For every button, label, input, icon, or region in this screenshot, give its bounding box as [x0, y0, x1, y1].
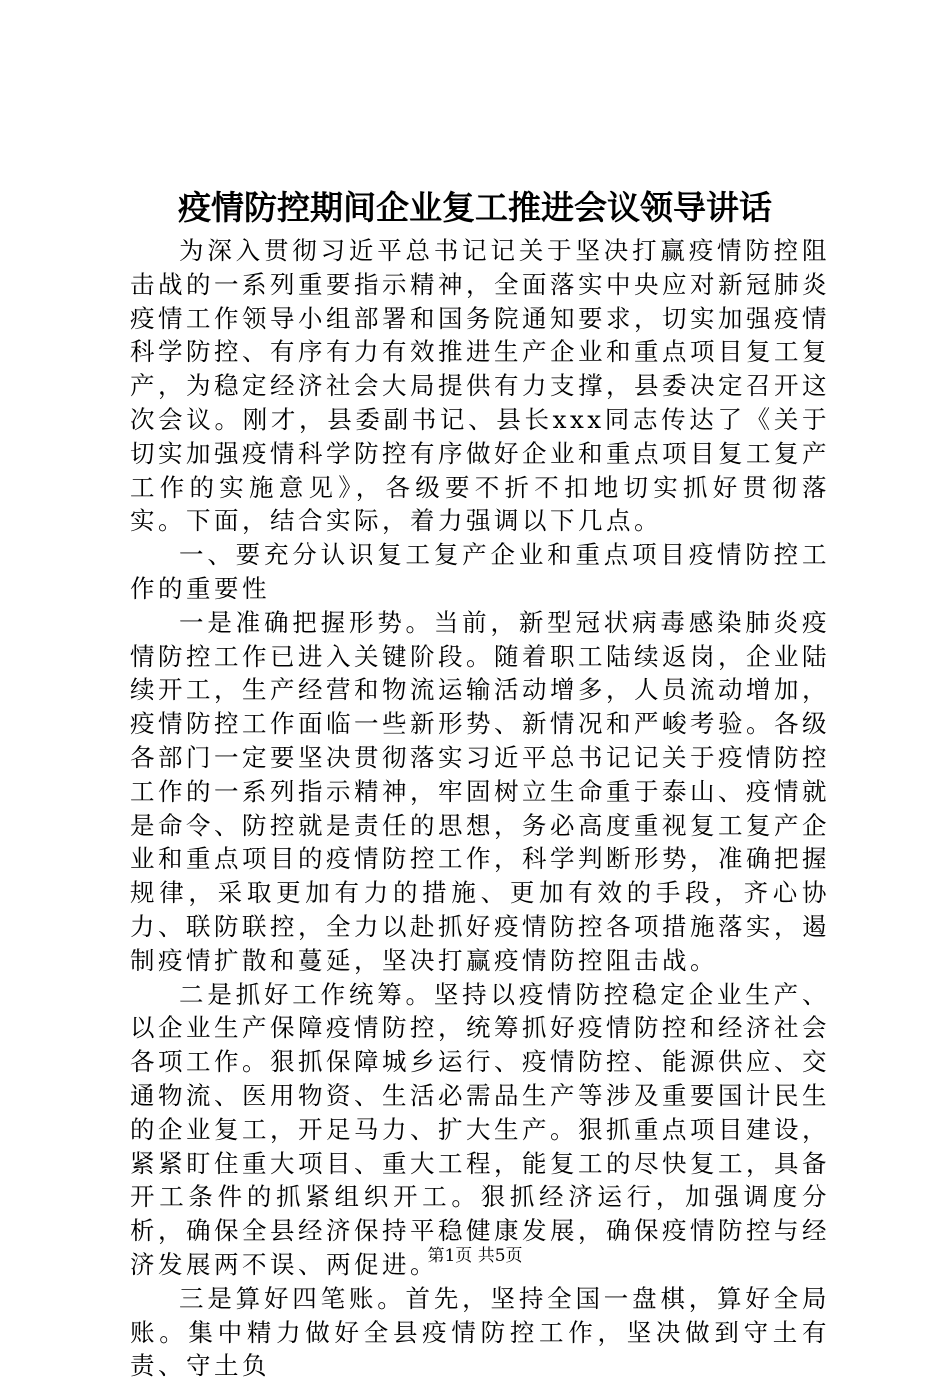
paragraph-point-2: 二是抓好工作统筹。坚持以疫情防控稳定企业生产、以企业生产保障疫情防控，统筹抓好疫情防控和经济社会各项工作。狠抓保障城乡运行、疫情防控、能源供应、交通物流、医用物资、生活必需品生产等涉及重要国计民生的企业复工，开足马力、扩大生产。狠抓重点项目建设，紧紧盯住重大项目、重大工程，能复工的尽快复工，具备开工条件的抓紧组织开工。狠抓经济运行，加强调度分析，确保全县经济保持平稳健康发展，确保疫情防控与经济发展两不误、两促进。	[130, 979, 830, 1279]
paragraph-intro: 为深入贯彻习近平总书记记关于坚决打赢疫情防控阻击战的一系列重要指示精神，全面落实中央应对新冠肺炎疫情工作领导小组部署和国务院通知要求，切实加强疫情科学防控、有序有力有效推进生产企业和重点项目复工复产，为稳定经济社会大局提供有力支撑，县委决定召开这次会议。刚才，县委副书记、县长xxx同志传达了《关于切实加强疫情科学防控有序做好企业和重点项目复工复产工作的实施意见》，各级要不折不扣地切实抓好贯彻落实。下面，结合实际，着力强调以下几点。	[130, 236, 830, 536]
section-heading-1: 一、要充分认识复工复产企业和重点项目疫情防控工作的重要性	[130, 540, 830, 603]
document-body	[130, 234, 830, 1383]
page-footer: 第1页 共5页	[427, 1246, 523, 1266]
paragraph-point-1: 一是准确把握形势。当前，新型冠状病毒感染肺炎疫情防控工作已进入关键阶段。随着职工陆续返岗，企业陆续开工，生产经营和物流运输活动增多，人员流动增加，疫情防控工作面临一些新形势、新情况和严峻考验。各级各部门一定要坚决贯彻落实习近平总书记记关于疫情防控工作的一系列指示精神，牢固树立生命重于泰山、疫情就是命令、防控就是责任的思想，务必高度重视复工复产企业和重点项目的疫情防控工作，科学判断形势，准确把握规律，采取更加有力的措施、更加有效的手段，齐心协力、联防联控，全力以赴抓好疫情防控各项措施落实，遏制疫情扩散和蔓延，坚决打赢疫情防控阻击战。	[130, 607, 830, 975]
document-title: 疫情防控期间企业复工推进会议领导讲话	[178, 188, 772, 227]
paragraph-point-3: 三是算好四笔账。首先，坚持全国一盘棋，算好全局账。集中精力做好全县疫情防控工作，坚决做到守土有责、守土负	[130, 1283, 830, 1381]
